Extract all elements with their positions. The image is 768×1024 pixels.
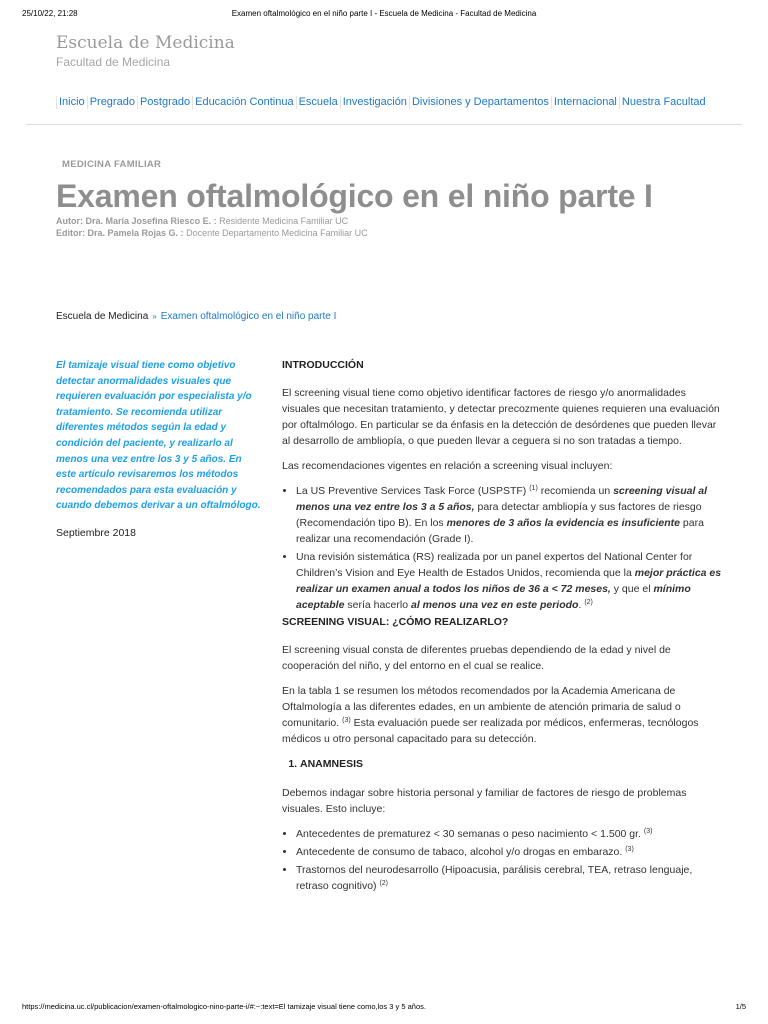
list-item: • Antecedentes de prematurez < 30 semanas o peso nacimiento < 1.500 gr. $^{(3)}$ bbox=[296, 826, 722, 842]
list-item: • Antecedente de consumo de tabaco, alcohol y/o drogas en embarazo. $^{(3)}$ bbox=[296, 844, 722, 860]
list-item: • La US Preventive Services Task Force (USPSTF) $^{(1)}$ recomienda un screening visual al menos una vez entre los 3 a 5 años, para detectar ambliopía y sus factores de riesgo (Recomendación tipo B). En los menores de 3 años la evidencia es insuficiente para realizar una recomendación (Grade I). bbox=[296, 483, 722, 547]
print-page-number: 1/5 bbox=[735, 1002, 746, 1011]
print-doc-title: Examen oftalmológico en el niño parte I - Escuela de Medicina - Facultad de Medicina bbox=[231, 9, 537, 18]
reference[interactable]: (3) bbox=[625, 846, 634, 853]
editor-role: Docente Departamento Medicina Familiar UC bbox=[186, 228, 368, 238]
article-abstract: El tamizaje visual tiene como objetivo detectar anormalidades visuales que requieren evaluación por especialista y/o tratamiento. Se recomienda utilizar diferentes métodos según la edad y condición del paciente, y realizarlo al menos una vez entre los 3 y 5 años. En este artículo revisaremos los métodos recomendados para esta evaluación y cuando debemos derivar a un oftalmólogo. bbox=[56, 360, 261, 512]
breadcrumb-home[interactable]: Escuela de Medicina bbox=[56, 311, 149, 322]
list-item: • Una revisión sistemática (RS) realizada por un panel expertos del National Center for Children’s Vision and Eye Health de Estados Unidos, recomienda que la mejor práctica es realizar un examen anual a todos los niños de 36 a < 72 meses, y que el mínimo aceptable sería hacerlo al menos una vez en este periodo. $^{(2)}$ bbox=[296, 549, 722, 613]
reference[interactable]: (1) bbox=[529, 485, 538, 492]
breadcrumb bbox=[56, 311, 336, 322]
nav-item-inicio[interactable]: Inicio bbox=[56, 96, 87, 109]
intro-paragraph-2: Las recomendaciones vigentes en relación a screening visual incluyen: bbox=[282, 460, 613, 472]
print-url: https://medicina.uc.cl/publicacion/examen-oftalmologico-nino-parte-i/#:~:text=El tamizaje visual tiene como,los 3 y 5 años. bbox=[22, 1002, 426, 1011]
breadcrumb-separator-icon: » bbox=[152, 312, 157, 321]
nav-item-postgrado[interactable]: Postgrado bbox=[137, 96, 192, 109]
screening-paragraph-1: El screening visual consta de diferentes pruebas dependiendo de la edad y nivel de cooperación del niño, y del entorno en el cual se realice. bbox=[282, 644, 671, 672]
list-item: • Trastornos del neurodesarrollo (Hipoacusia, parálisis cerebral, TEA, retraso lenguaje, retraso cognitivo) $^{(2)}$ bbox=[296, 862, 722, 894]
nav-item-nuestra-facultad[interactable]: Nuestra Facultad bbox=[619, 96, 708, 109]
header-divider bbox=[26, 124, 742, 125]
breadcrumb-current[interactable]: Examen oftalmológico en el niño parte I bbox=[160, 311, 337, 322]
intro-heading: INTRODUCCIÓN bbox=[282, 359, 364, 371]
reference[interactable]: (2) bbox=[584, 599, 593, 606]
article-sidebar bbox=[56, 358, 264, 539]
site-subtitle[interactable]: Facultad de Medicina bbox=[56, 55, 171, 69]
print-header bbox=[22, 9, 746, 21]
intro-paragraph-1: El screening visual tiene como objetivo identificar factores de riesgo y/o anormalidades visuales que necesitan tratamiento, y detectar precozmente quienes requieren una evaluación por oftalmólogo. En particular se da énfasis en la detección de desórdenes que pueden llevar al desarrollo de ambliopía, o que pueden llevar a ceguera si no son tratadas a tiempo. bbox=[282, 387, 720, 447]
recommendations-list bbox=[282, 483, 722, 613]
reference[interactable]: (3) bbox=[643, 828, 653, 835]
print-footer bbox=[22, 1002, 746, 1011]
nav-item-internacional[interactable]: Internacional bbox=[551, 96, 619, 109]
screening-paragraph-2: En la tabla 1 se resumen los métodos recomendados por la Academia Americana de Oftalmología a las diferentes edades, en un ambiente de atención primaria de salud o comunitario. $^{(3)}$ Esta evaluación puede ser realizada por médicos, enfermeras, tecnólogos médicos u otro personal capacitado para su detección. bbox=[282, 685, 699, 745]
author-role: Residente Medicina Familiar UC bbox=[219, 216, 349, 226]
anamnesis-list bbox=[282, 826, 722, 894]
anamnesis-paragraph: Debemos indagar sobre historia personal y familiar de factores de riesgo de problemas visuales. Esto incluye: bbox=[282, 787, 687, 815]
nav-item-escuela[interactable]: Escuela bbox=[296, 96, 340, 109]
reference[interactable]: (2) bbox=[379, 880, 389, 887]
publication-date: Septiembre 2018 bbox=[56, 526, 136, 539]
article-body bbox=[282, 358, 722, 896]
author-name: Dra. María Josefina Riesco E. : bbox=[85, 216, 217, 226]
nav-item-divisiones[interactable]: Divisiones y Departamentos bbox=[409, 96, 551, 109]
methods-list bbox=[282, 756, 722, 772]
article-author bbox=[56, 216, 348, 226]
anamnesis-heading: 1. ANAMNESIS bbox=[300, 756, 722, 772]
editor-name: Dra. Pamela Rojas G. : bbox=[87, 228, 184, 238]
screening-heading: SCREENING VISUAL: ¿CÓMO REALIZARLO? bbox=[282, 616, 509, 628]
nav-item-educacion-continua[interactable]: Educación Continua bbox=[192, 96, 295, 109]
main-nav bbox=[56, 96, 708, 109]
author-label: Autor: bbox=[56, 216, 83, 226]
article-category[interactable]: MEDICINA FAMILIAR bbox=[62, 159, 162, 170]
page-title: Examen oftalmológico en el niño parte I bbox=[56, 178, 653, 214]
site-title[interactable]: Escuela de Medicina bbox=[56, 33, 235, 53]
print-datetime: 25/10/22, 21:28 bbox=[22, 9, 78, 18]
nav-item-pregrado[interactable]: Pregrado bbox=[87, 96, 137, 109]
nav-item-investigacion[interactable]: Investigación bbox=[340, 96, 409, 109]
reference[interactable]: (3) bbox=[342, 717, 351, 724]
editor-label: Editor: bbox=[56, 228, 85, 238]
article-editor bbox=[56, 228, 368, 238]
